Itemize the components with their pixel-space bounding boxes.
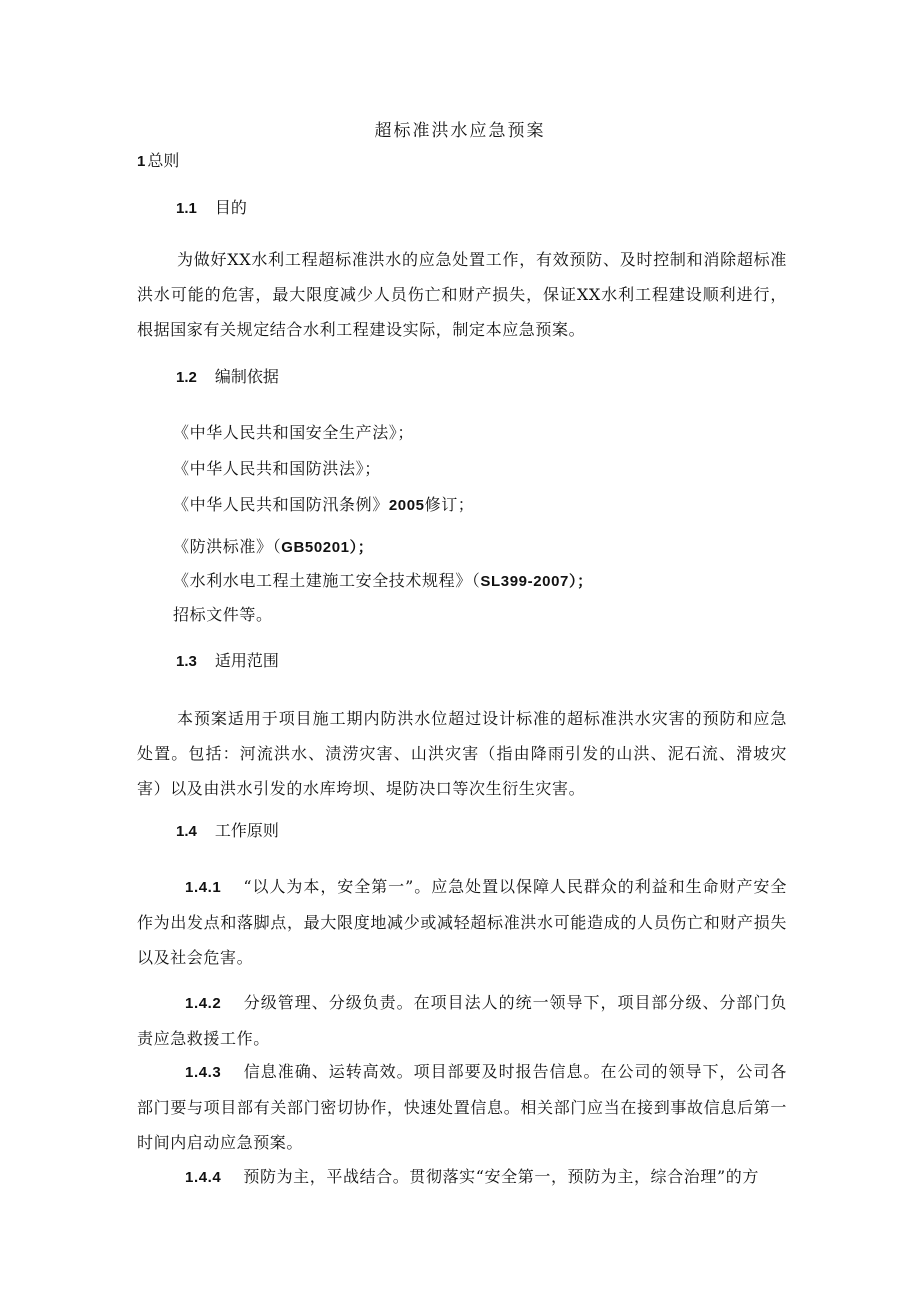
subsection-number: 1.3 xyxy=(176,653,197,670)
reference-item: 《中华人民共和国安全生产法》； xyxy=(173,423,415,442)
document-title: 超标准洪水应急预案 xyxy=(374,121,546,141)
subsection-number: 1.1 xyxy=(176,200,197,217)
item-number: 1.4.2 xyxy=(185,995,222,1012)
subsection-title: 编制依据 xyxy=(214,367,279,386)
subsection-heading-1-2 xyxy=(176,364,279,387)
principle-item xyxy=(137,985,787,1056)
item-text: “以人为本，安全第一”。应急处置以保障人民群众的利益和生命财产安全作为出发点和落脚点，最大限度地减少或减轻超标准洪水可能造成的人员伤亡和财产损失以及社会危害。 xyxy=(137,877,787,967)
subsection-heading-1-4 xyxy=(176,818,279,841)
reference-item: 《中华人民共和国防洪法》； xyxy=(173,459,381,478)
item-text: 分级管理、分级负责。在项目法人的统一领导下，项目部分级、分部门负责应急救援工作。 xyxy=(137,993,787,1048)
subsection-number: 1.4 xyxy=(176,823,197,840)
reference-item: 《防洪标准》（GB50201）； xyxy=(173,537,374,556)
section-heading-1 xyxy=(137,148,179,171)
item-number: 1.4.3 xyxy=(185,1064,222,1081)
principle-item xyxy=(137,869,787,975)
principle-item xyxy=(137,1054,787,1160)
reference-item: 《水利水电工程土建施工安全技术规程》（SL399-2007）； xyxy=(173,571,593,590)
item-text: 信息准确、运转高效。项目部要及时报告信息。在公司的领导下，公司各部门要与项目部有关部门密切协作，快速处置信息。相关部门应当在接到事故信息后第一时间内启动应急预案。 xyxy=(137,1062,787,1152)
subsection-heading-1-3 xyxy=(176,648,279,671)
section-title: 总则 xyxy=(147,151,180,170)
paragraph-purpose: 为做好XX水利工程超标准洪水的应急处置工作，有效预防、及时控制和消除超标准洪水可能的危害，最大限度减少人员伤亡和财产损失，保证XX水利工程建设顺利进行，根据国家有关规定结合水利工程建设实际，制定本应急预案。 xyxy=(137,250,787,339)
principle-item xyxy=(137,1159,787,1195)
reference-item: 《中华人民共和国防汛条例》2005修订； xyxy=(173,495,475,514)
item-text: 预防为主，平战结合。贯彻落实“安全第一，预防为主，综合治理”的方 xyxy=(243,1167,759,1186)
section-number: 1 xyxy=(137,153,146,170)
subsection-title: 适用范围 xyxy=(214,651,279,670)
reference-item: 招标文件等。 xyxy=(173,605,273,624)
subsection-heading-1-1 xyxy=(176,195,247,218)
item-number: 1.4.4 xyxy=(185,1169,222,1186)
paragraph-scope: 本预案适用于项目施工期内防洪水位超过设计标准的超标准洪水灾害的预防和应急处置。包括：河流洪水、渍涝灾害、山洪灾害（指由降雨引发的山洪、泥石流、滑坡灾害）以及由洪水引发的水库垮坝、堤防决口等次生衍生灾害。 xyxy=(137,709,787,798)
item-number: 1.4.1 xyxy=(185,879,222,896)
subsection-title: 目的 xyxy=(214,198,247,217)
subsection-title: 工作原则 xyxy=(214,821,279,840)
subsection-number: 1.2 xyxy=(176,369,197,386)
